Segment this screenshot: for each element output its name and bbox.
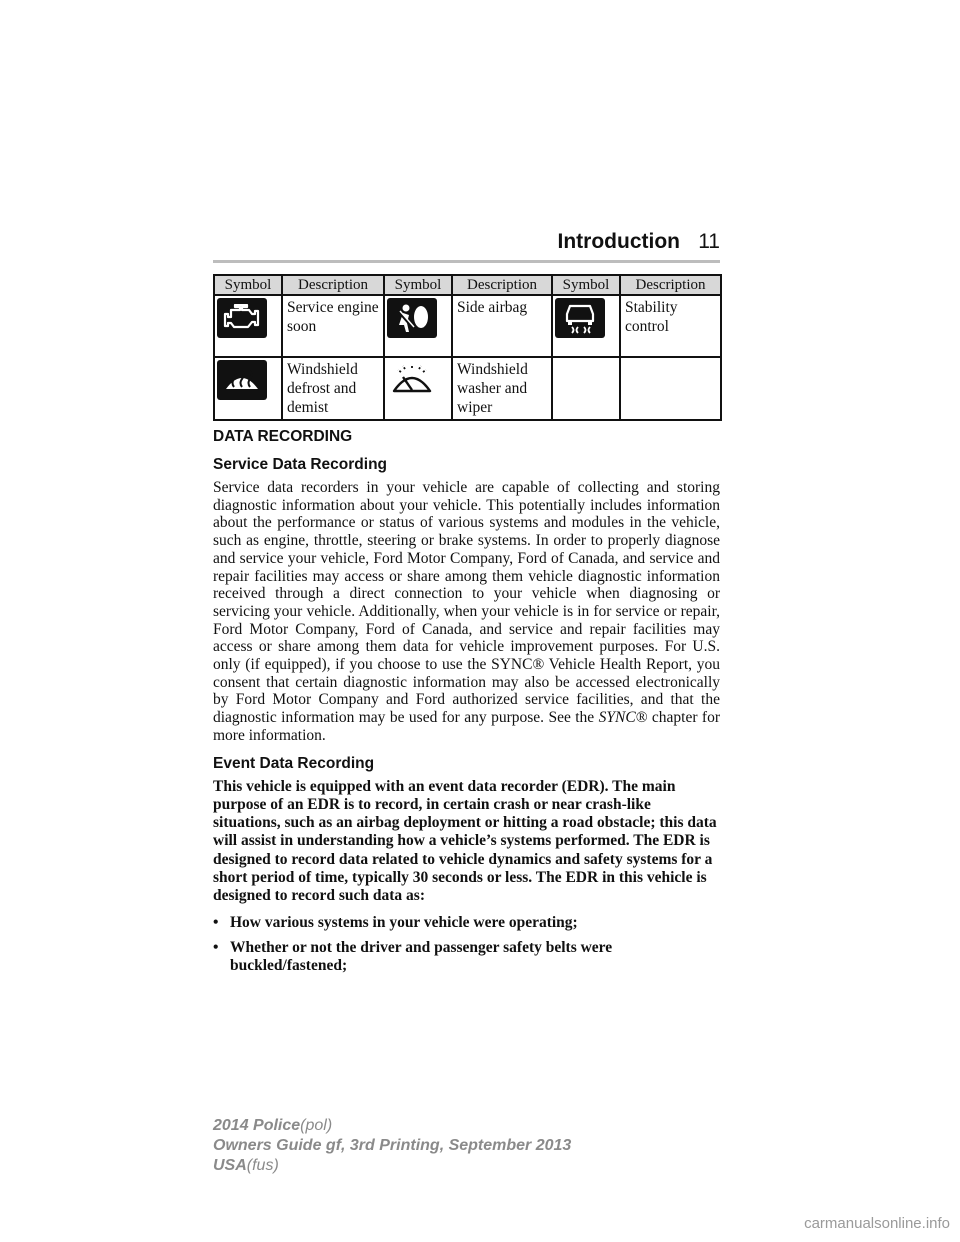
table-row: [214, 357, 721, 420]
paragraph-text: chapter for more information.: [213, 709, 720, 744]
column-header: Symbol: [384, 275, 452, 295]
sync-reference: SYNC®: [598, 709, 648, 727]
bullet-icon: •: [213, 938, 219, 956]
footer-model: 2014 Police: [213, 1117, 301, 1134]
symbol-table-header: [214, 275, 721, 295]
symbol-cell: [552, 357, 620, 420]
paragraph-text: Service data recorders in your vehicle are capable of collecting and storing diagnostic information about your vehicle. This potentially includes information about the performance or status of various systems and modules in the vehicle, such as engine, throttle, steering or brake systems. In order to properly diagnose and service your vehicle, Ford Motor Company, Ford of Canada, and service and repair facilities may access or share among them vehicle diagnostic information received through a direct connection to your vehicle when diagnosing or servicing your vehicle. Additionally, when your vehicle is in for service or repair, Ford Motor Company, Ford of Canada, and service and repair facilities may access or share among them data for vehicle improvement purposes. For U.S. only (if equipped), if you choose to use the SYNC® Vehicle Health Report, you consent that certain diagnostic information may also be accessed electronically by Ford Motor Company and Ford authorized service facilities, and that the diagnostic information may be used for any purpose. See the: [213, 479, 720, 727]
symbol-description: [620, 357, 721, 420]
list-item: [213, 914, 720, 932]
windshield-defrost-icon: [217, 360, 267, 400]
windshield-washer-wiper-icon: [387, 360, 437, 400]
service-data-paragraph: [213, 479, 720, 745]
header-divider: [213, 260, 720, 263]
watermark-text: carmanualsonline.info: [804, 1215, 950, 1232]
symbol-cell: [214, 295, 282, 357]
page-header: [213, 230, 720, 258]
page-number: 11: [698, 230, 720, 253]
symbol-cell: [214, 357, 282, 420]
footer-market: USA: [213, 1157, 247, 1174]
page-title: Introduction: [557, 230, 680, 253]
symbol-description: Service engine soon: [282, 295, 384, 357]
symbol-cell: [384, 357, 452, 420]
symbol-description: Side airbag: [452, 295, 552, 357]
symbol-description: Windshield washer and wiper: [452, 357, 552, 420]
check-engine-icon: [217, 298, 267, 338]
footer-line: [213, 1136, 571, 1156]
list-item: [213, 939, 720, 976]
event-data-paragraph: This vehicle is equipped with an event data recorder (EDR). The main purpose of an EDR is to record, in certain crash or near crash-like situations, such as an airbag deployment or hitting a road obstacle; this data will assist in understanding how a vehicle’s systems performed. The EDR is designed to record data related to vehicle dynamics and safety systems for a short period of time, typically 30 seconds or less. The EDR in this vehicle is designed to record such data as:: [213, 777, 717, 905]
side-airbag-icon: [387, 298, 437, 338]
column-header: Description: [620, 275, 721, 295]
table-row: [214, 295, 721, 357]
symbol-cell: [384, 295, 452, 357]
subsection-heading: Service Data Recording: [213, 456, 388, 473]
symbol-table: [213, 274, 722, 421]
symbol-description: Windshield defrost and demist: [282, 357, 384, 420]
column-header: Symbol: [552, 275, 620, 295]
list-item-text: Whether or not the driver and passenger safety belts were buckled/fastened;: [230, 938, 613, 975]
section-heading: DATA RECORDING: [213, 428, 353, 445]
column-header: Description: [452, 275, 552, 295]
footer-line: [213, 1156, 571, 1176]
list-item-text: How various systems in your vehicle were operating;: [230, 913, 578, 931]
stability-control-icon: [555, 298, 605, 338]
symbol-description: Stability control: [620, 295, 721, 357]
footer-market-code: (fus): [246, 1157, 279, 1174]
footer-guide: Owners Guide gf, 3rd Printing, September 2013: [213, 1137, 572, 1154]
symbol-cell: [552, 295, 620, 357]
column-header: Symbol: [214, 275, 282, 295]
subsection-heading: Event Data Recording: [213, 754, 375, 772]
page-content: [213, 428, 720, 983]
column-header: Description: [282, 275, 384, 295]
page-footer: [213, 1116, 571, 1176]
bullet-icon: •: [213, 913, 219, 931]
footer-model-code: (pol): [300, 1117, 333, 1134]
footer-line: [213, 1116, 571, 1136]
edr-data-list: [213, 914, 720, 976]
